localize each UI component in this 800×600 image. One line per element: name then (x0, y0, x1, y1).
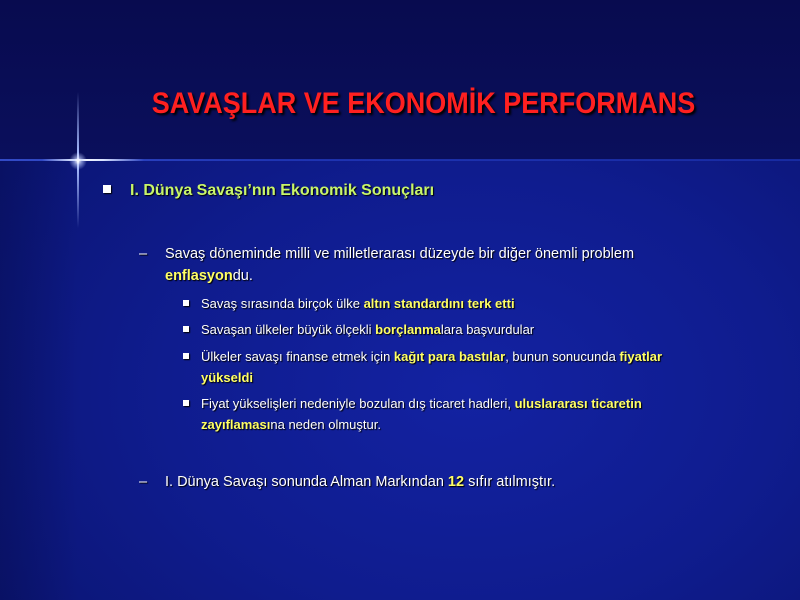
point-2-text-start: I. Dünya Savaşı sonunda Alman Markından (165, 474, 448, 490)
subpoint-1-text: Savaş sırasında birçok ülke (201, 296, 364, 311)
subpoint-4-emphasis: uluslararası ticaretin (514, 396, 642, 411)
dash-bullet: – (139, 246, 148, 262)
small-square-bullet-icon (183, 400, 189, 406)
cross-horizontal-line-decoration (42, 159, 144, 161)
title-band (0, 0, 800, 160)
dash-bullet: – (139, 474, 148, 490)
point-1-text (165, 244, 634, 287)
small-square-bullet-icon (183, 300, 189, 306)
subpoint-2 (201, 319, 534, 340)
subpoint-2-suffix: lara başvurdular (440, 322, 535, 337)
square-bullet-icon (103, 185, 111, 193)
left-shade-decoration (0, 160, 78, 600)
subpoint-4-text: Fiyat yükselişleri nedeniyle bozulan dış ticaret hadleri, (201, 396, 515, 411)
section-heading: I. Dünya Savaşı’nın Ekonomik Sonuçları (130, 182, 435, 199)
subpoint-3-emphasis: kağıt para bastılar (393, 349, 506, 364)
subpoint-1-emphasis: altın standardını terk etti (363, 296, 515, 311)
cross-glow-decoration (69, 152, 87, 170)
point-2-suffix: sıfır atılmıştır. (464, 474, 556, 490)
subpoint-3 (201, 346, 662, 388)
slide-title: SAVAŞLAR VE EKONOMİK PERFORMANS (151, 86, 696, 120)
subpoint-1 (201, 293, 515, 314)
subpoint-4 (201, 393, 642, 435)
point-1-suffix: du. (232, 267, 253, 284)
subpoint-4-emphasis-2: zayıflaması (201, 417, 271, 432)
subpoint-2-emphasis: borçlanma (375, 322, 441, 337)
point-2-text (165, 472, 555, 494)
small-square-bullet-icon (183, 326, 189, 332)
subpoint-3-emphasis-3: yükseldi (201, 370, 254, 385)
point-1-emphasis: enflasyon (165, 267, 233, 284)
subpoint-3-text-2: , bunun sonucunda (505, 349, 620, 364)
small-square-bullet-icon (183, 353, 189, 359)
point-1-line-1: Savaş döneminde milli ve milletlerarası düzeyde bir diğer önemli problem (165, 246, 635, 262)
subpoint-4-suffix: na neden olmuştur. (270, 417, 381, 432)
subpoint-3-text: Ülkeler savaşı finanse etmek için (201, 349, 394, 364)
subpoint-3-emphasis-2: fiyatlar (619, 349, 663, 364)
point-2-emphasis: 12 (447, 474, 465, 490)
subpoint-2-text: Savaşan ülkeler büyük ölçekli (201, 322, 376, 337)
